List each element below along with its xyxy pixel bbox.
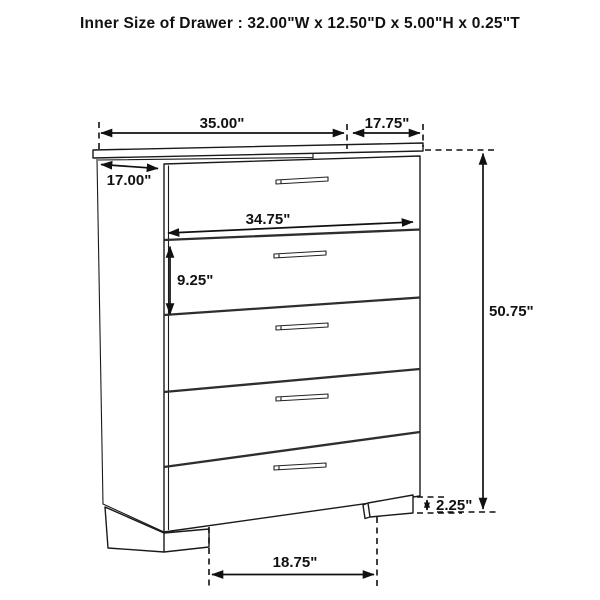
chest-top-slab (93, 143, 423, 158)
label-top-width: 35.00" (199, 115, 245, 132)
front-face (164, 156, 420, 532)
dim-overall-height (425, 150, 534, 512)
label-top-depth: 17.75" (364, 115, 410, 132)
label-drawer-width: 34.75" (245, 211, 291, 228)
dim-side-depth-arrow (101, 165, 158, 169)
dim-top-depth (353, 115, 420, 133)
label-leg-height: 2.25" (436, 497, 473, 514)
dim-side-depth (101, 165, 158, 190)
dim-overall-height-extension-lines (425, 150, 497, 512)
label-leg-span: 18.75" (272, 554, 318, 571)
chest-drawing (93, 143, 423, 552)
dim-leg-span (209, 517, 377, 586)
label-side-depth: 17.00" (106, 172, 152, 189)
dim-leg-height (417, 497, 472, 514)
left-side-panel (97, 159, 164, 532)
label-drawer-height: 9.25" (177, 272, 214, 289)
page-title: Inner Size of Drawer : 32.00"W x 12.50"D x 5.00"H x 0.25"T (80, 15, 520, 32)
label-overall-height: 50.75" (489, 303, 534, 320)
dim-leg-span-extension-lines (209, 517, 377, 586)
